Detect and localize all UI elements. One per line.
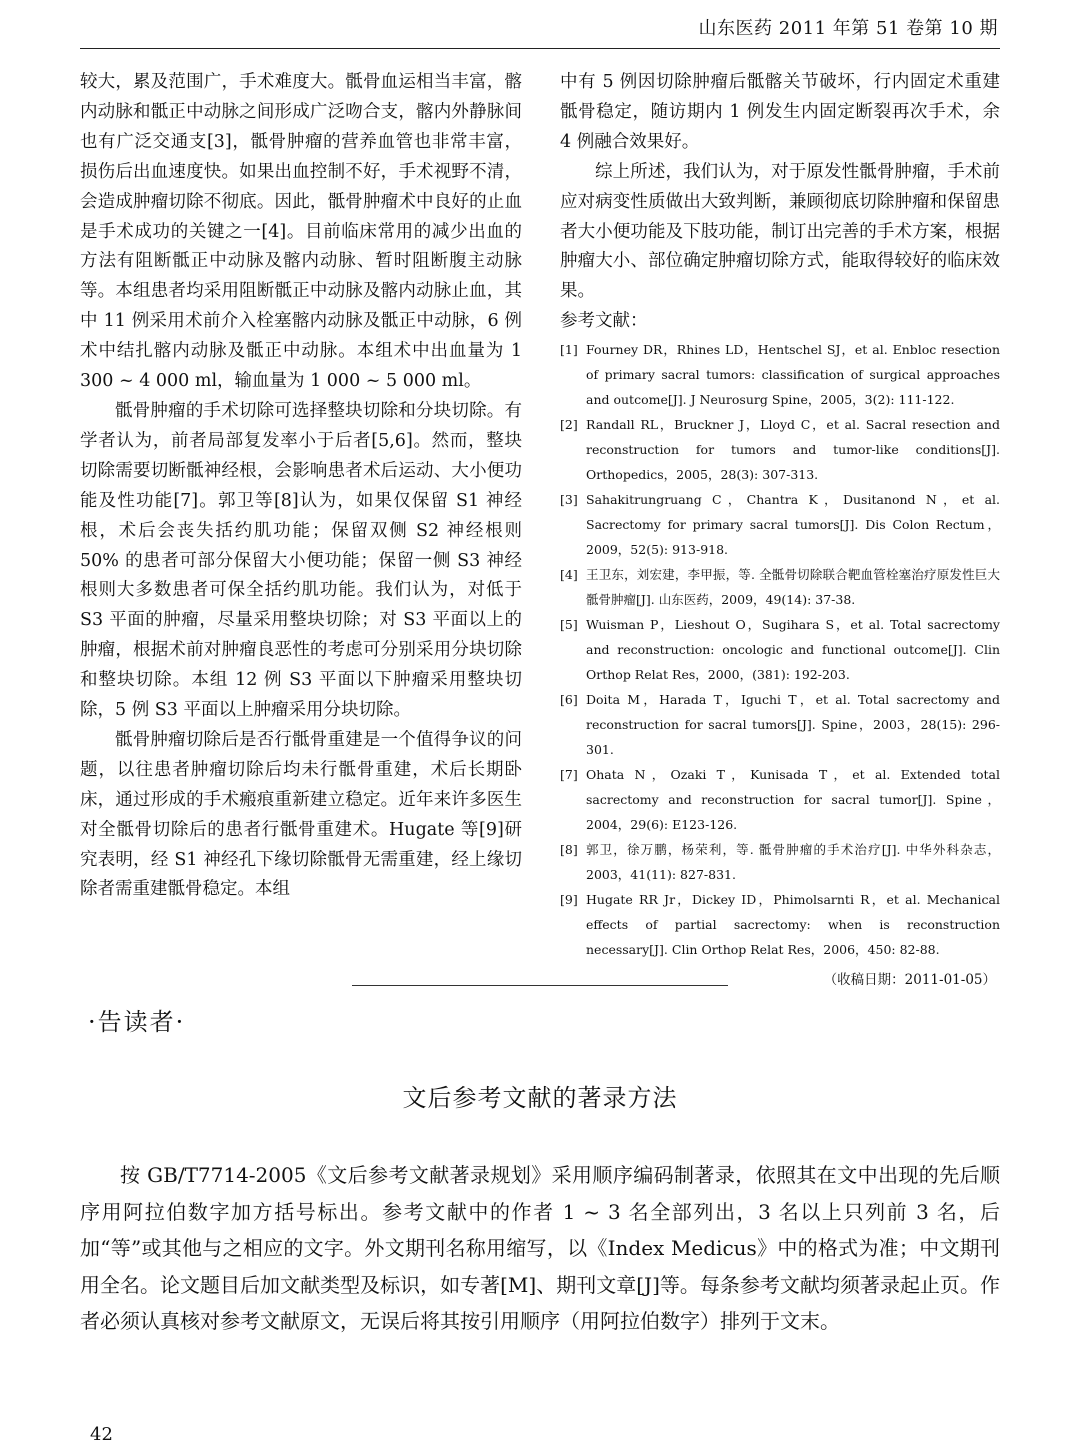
reference-item (560, 762, 1000, 837)
journal-header: 山东医药 2011 年第 51 卷第 10 期 (698, 18, 998, 39)
body-paragraph: 较大，累及范围广，手术难度大。骶骨血运相当丰富，髂内动脉和骶正中动脉之间形成广泛吻合支，髂内外静脉间也有广泛交通支[3]，骶骨肿瘤的营养血管也非常丰富，损伤后出血速度快。如果出血控制不好，手术视野不清，会造成肿瘤切除不彻底。因此，骶骨肿瘤术中良好的止血是手术成功的关键之一[4]。目前临床常用的减少出血的方法有阻断骶正中动脉及髂内动脉、暂时阻断腹主动脉等。本组患者均采用阻断骶正中动脉及髂内动脉止血，其中 11 例采用术前介入栓塞髂内动脉及骶正中动脉，6 例术中结扎髂内动脉及骶正中动脉。本组术中出血量为 1 300 ~ 4 000 ml，输血量为 1 000 ~ 5 000 ml。 (80, 72, 522, 392)
reference-item (560, 412, 1000, 487)
received-date: （收稿日期：2011-01-05） (823, 972, 996, 989)
notice-body (80, 1157, 1000, 1340)
reference-item (560, 837, 1000, 887)
body-paragraph: 骶骨肿瘤切除后是否行骶骨重建是一个值得争议的问题，以往患者肿瘤切除后均未行骶骨重建，术后长期卧床，通过形成的手术瘢痕重新建立稳定。近年来许多医生对全骶骨切除后的患者行骶骨重建术。Hugate 等[9]研究表明，经 S1 神经孔下缘切除骶骨无需重建，经上缘切除者需重建骶骨稳定。本组 (80, 729, 522, 900)
body-paragraph: 中有 5 例因切除肿瘤后骶髂关节破坏，行内固定术重建骶骨稳定，随访期内 1 例发生内固定断裂再次手术，余 4 例融合效果好。 (560, 72, 1000, 152)
notice-label: ·告读者· (88, 1008, 186, 1036)
reference-text: Sahakitrungruang C，Chantra K，Dusitanond N，et al. Sacrectomy for primary sacral tumors[J]. Dis Colon Rectum，2009，52(5): 913-918. (586, 492, 1000, 558)
reference-text: Fourney DR，Rhines LD，Hentschel SJ，et al. Enbloc resection of primary sacral tumors: classification of surgical approaches and outcome[J]. J Neurosurg Spine，2005，3(2): 111-122. (586, 342, 1000, 408)
reference-item (560, 687, 1000, 762)
reference-text: Wuisman P，Lieshout O，Sugihara S，et al. Total sacrectomy and reconstruction: oncologic and functional outcome[J]. Clin Orthop Relat Res，2000，(381): 192-203. (586, 617, 1000, 683)
notice-title: 文后参考文献的著录方法 (402, 1084, 678, 1112)
reference-number: [6] (560, 692, 578, 708)
body-paragraph: 综上所述，我们认为，对于原发性骶骨肿瘤，手术前应对病变性质做出大致判断，兼顾彻底切除肿瘤和保留患者大小便功能及下肢功能，制订出完善的手术方案，根据肿瘤大小、部位确定肿瘤切除方式，能取得较好的临床效果。 (560, 161, 1000, 302)
reference-number: [9] (560, 892, 578, 908)
header-rule (80, 48, 1000, 49)
reference-number: [2] (560, 417, 578, 433)
reference-number: [7] (560, 767, 578, 783)
reference-text: 郭卫，徐万鹏，杨荣利，等. 骶骨肿瘤的手术治疗[J]. 中华外科杂志，2003，41(11): 827-831. (586, 842, 1000, 883)
reference-item (560, 487, 1000, 562)
reference-number: [3] (560, 492, 578, 508)
reference-number: [5] (560, 617, 578, 633)
reference-text: Doita M，Harada T，Iguchi T，et al. Total sacrectomy and reconstruction for sacral tumors[J]. Spine，2003，28(15): 296-301. (586, 692, 1000, 758)
reference-text: Randall RL，Bruckner J，Lloyd C，et al. Sacral resection and reconstruction for tumors and tumor-like conditions[J]. Orthopedics，2005，28(3): 307-313. (586, 417, 1000, 483)
reference-item (560, 337, 1000, 412)
reference-text: 王卫东，刘宏建，李甲振，等. 全骶骨切除联合靶血管栓塞治疗原发性巨大骶骨肿瘤[J]. 山东医药，2009，49(14): 37-38. (586, 567, 1000, 608)
reference-text: Hugate RR Jr，Dickey ID，Phimolsarnti R，et al. Mechanical effects of partial sacrectomy: when is reconstruction necessary[J]. Clin Orthop Relat Res，2006，450: 82-88. (586, 892, 1000, 958)
section-divider (352, 985, 728, 986)
notice-paragraph: 按 GB/T7714-2005《文后参考文献著录规划》采用顺序编码制著录，依照其在文中出现的先后顺序用阿拉伯数字加方括号标出。参考文献中的作者 1 ~ 3 名全部列出，3 名以上只列前 3 名，后加“等”或其他与之相应的文字。外文期刊名称用缩写，以《Index Medicus》中的格式为准；中文期刊用全名。论文题目后加文献类型及标识，如专著[M]、期刊文章[J]等。每条参考文献均须著录起止页。作者必须认真核对参考文献原文，无误后将其按引用顺序（用阿拉伯数字）排列于文末。 (80, 1163, 1000, 1333)
reference-item (560, 612, 1000, 687)
body-paragraph: 骶骨肿瘤的手术切除可选择整块切除和分块切除。有学者认为，前者局部复发率小于后者[5,6]。然而，整块切除需要切断骶神经根，会影响患者术后运动、大小便功能及性功能[7]。郭卫等[8]认为，如果仅保留 S1 神经根，术后会丧失括约肌功能；保留双侧 S2 神经根则 50% 的患者可部分保留大小便功能；保留一侧 S3 神经根则大多数患者可保全括约肌功能。我们认为，对低于 S3 平面的肿瘤，尽量采用整块切除；对 S3 平面以上的肿瘤，根据术前对肿瘤良恶性的考虑可分别采用分块切除和整块切除。本组 12 例 S3 平面以下肿瘤采用整块切除，5 例 S3 平面以上肿瘤采用分块切除。 (80, 400, 522, 721)
reference-number: [1] (560, 342, 578, 358)
references-heading: 参考文献： (560, 311, 648, 332)
reference-item (560, 887, 1000, 962)
reference-item (560, 562, 1000, 612)
reference-list (560, 337, 1000, 962)
left-column (80, 68, 522, 905)
right-column (560, 68, 1000, 996)
reference-text: Ohata N，Ozaki T，Kunisada T，et al. Extended total sacrectomy and reconstruction for sacral tumor[J]. Spine，2004，29(6): E123-126. (586, 767, 1000, 833)
reference-number: [4] (560, 567, 578, 583)
reference-number: [8] (560, 842, 578, 858)
page-number: 42 (90, 1424, 113, 1445)
